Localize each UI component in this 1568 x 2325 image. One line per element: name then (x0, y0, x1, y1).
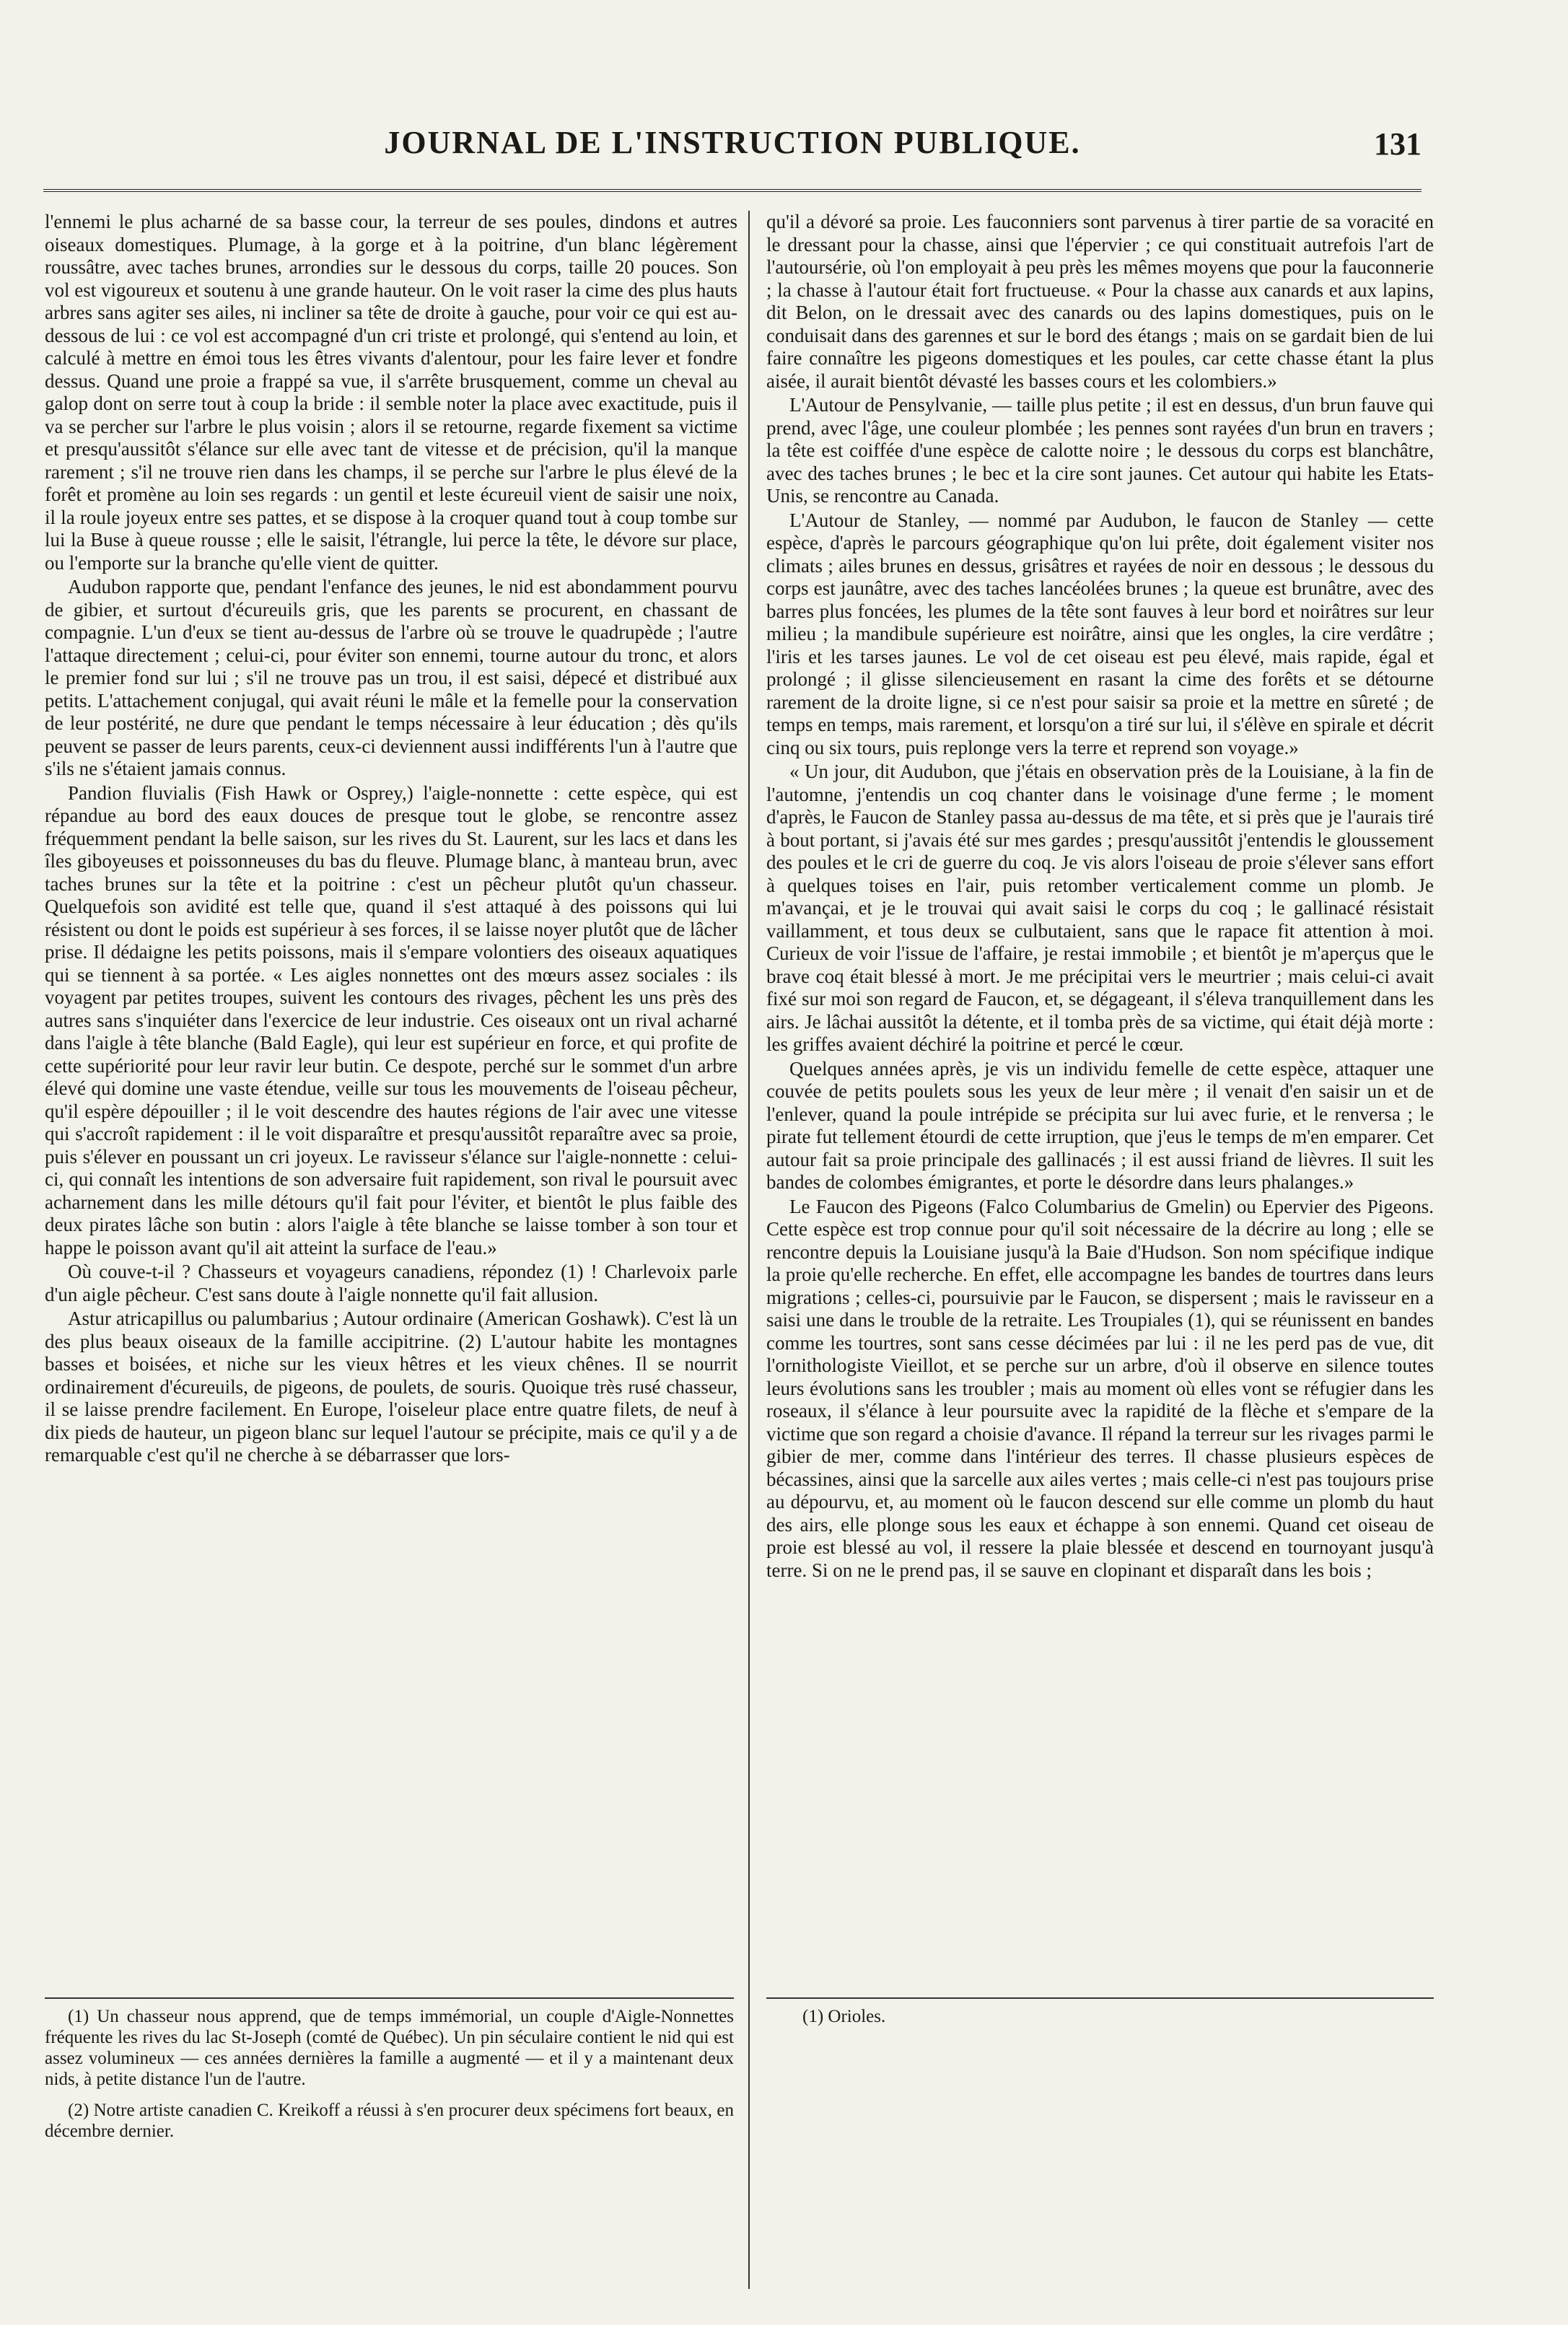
paragraph: Où couve-t-il ? Chasseurs et voyageurs canadiens, répondez (1) ! Charlevoix parle d'un aigle pêcheur. C'est sans doute à l'aigle nonnette qu'il fait allusion. (45, 1261, 737, 1305)
paragraph: l'ennemi le plus acharné de sa basse cour, la terreur de ses poules, dindons et autres oiseaux domestiques. Plumage, à la gorge et à la poitrine, d'un blanc légèrement roussâtre, avec taches brunes, arrondies sur le dessous du corps, taille 20 pouces. Son vol est vigoureux et soutenu à une grande hauteur. On le voit raser la cime des plus hauts arbres sans agiter ses ailes, ni incliner sa tête de droite à gauche, pour voir ce qui est au-dessous de lui : ce vol est accompagné d'un cri triste et prolongé, qui s'entend au loin, et calculé à mettre en émoi tous les êtres vivants d'alentour, pour les faire lever et fondre dessus. Quand une proie a frappé sa vue, il s'arrête brusquement, comme un cheval au galop dont on serre tout à coup la bride : il semble noter la place avec exactitude, puis il va se percher sur l'arbre le plus voisin ; alors il se retourne, regarde fixement sa victime et presqu'aussitôt s'élance sur elle avec tant de vitesse et de précision, qu'il la manque rarement ; s'il ne trouve rien dans les champs, il se perche sur l'arbre le plus élevé de la forêt et promène au loin ses regards : un gentil et leste écureuil vient de saisir une noix, il la roule joyeux entre ses pattes, et se dispose à la croquer quand tout à coup tombe sur lui la Buse à queue rousse ; elle le saisit, l'étrangle, lui perce la tête, le dévore sur place, ou l'emporte sur la branche qu'elle vient de quitter. (45, 211, 737, 574)
paragraph: Audubon rapporte que, pendant l'enfance des jeunes, le nid est abondamment pourvu de gibier, et surtout d'écureuils gris, que les parents se procurent, en chassant de compagnie. L'un d'eux se tient au-dessus de l'arbre où se trouve le quadrupède ; l'autre l'attaque directement ; celui-ci, pour éviter son ennemi, tourne autour du tronc, et alors le premier fond sur lui ; s'il ne trouve pas un trou, il est saisi, dépecé et distribué aux petits. L'attachement conjugal, qui avait réuni le mâle et la femelle pour la conservation de leur postérité, ne dure que pendant le temps nécessaire à leur éducation ; dès qu'ils peuvent se passer de leurs parents, ceux-ci deviennent aussi indifférents l'un à l'autre que s'ils ne s'étaient jamais connus. (45, 576, 737, 779)
paragraph: Quelques années après, je vis un individu femelle de cette espèce, attaquer une couvée de petits poulets sous les yeux de leur mère ; il venait d'en saisir un et de l'enlever, quand la poule intrépide se précipita sur lui avec furie, et le renversa ; le pirate fut tellement étourdi de cette irruption, que j'eus le temps de m'en emparer. Cet autour fait sa proie principale des gallinacés ; il est aussi friand de lièvres. Il suit les bandes de colombes émigrantes, et porte le désordre dans leurs phalanges.» (766, 1057, 1434, 1193)
running-title: JOURNAL DE L'INSTRUCTION PUBLIQUE. (384, 125, 1081, 160)
paragraph: « Un jour, dit Audubon, que j'étais en observation près de la Louisiane, à la fin de l'automne, j'entendis un coq chanter dans le voisinage d'une ferme ; le moment d'après, le Faucon de Stanley passa au-dessus de ma tête, et si près que je l'aurais tiré à bout portant, si j'avais été sur mes gardes ; presqu'aussitôt j'entendis le gloussement des poules et le cri de guerre du coq. Je vis alors l'oiseau de proie s'élever sans effort à quelques toises en l'air, puis retomber verticalement comme un plomb. Je m'avançai, et je le trouvai qui avait saisi le corps du coq ; le gallinacé résistait vaillamment, et tous deux se culbutaient, sans que le rapace fit attention à moi. Curieux de voir l'issue de l'affaire, je restai immobile ; et bientôt je m'aperçus que le brave coq était blessé à mort. Je me précipitai vers le meurtrier ; mais celui-ci avait fixé sur moi son regard de Faucon, et, se dégageant, il s'éleva tranquillement dans les airs. Je lâchai aussitôt la détente, et il tomba près de sa victime, qui était déjà morte : les griffes avaient déchiré la poitrine et percé le cœur. (766, 761, 1434, 1055)
footnote: (1) Un chasseur nous apprend, que de temps immémorial, un couple d'Aigle-Nonnettes fréquente les rives du lac St-Joseph (comté de Québec). Un pin séculaire contient le nid qui est assez volumineux — ces années dernières la famille a augmenté — et il y a maintenant deux nids, à petite distance l'un de l'autre. (45, 2007, 734, 2089)
paragraph: L'Autour de Pensylvanie, — taille plus petite ; il est en dessus, d'un brun fauve qui prend, avec l'âge, une couleur plombée ; les pennes sont rayées d'un brun en travers ; la tête est coiffée d'une espèce de calotte noire ; le dessous du corps est blanchâtre, avec des taches brunes ; le bec et la cire sont jaunes. Cet autour qui habite les Etats-Unis, se rencontre au Canada. (766, 394, 1434, 507)
footnote-rule-left (45, 1997, 734, 1999)
column-divider (748, 211, 750, 2289)
page-number: 131 (1374, 126, 1422, 162)
footnote: (2) Notre artiste canadien C. Kreikoff a réussi à s'en procurer deux spécimens fort beaux, en décembre dernier. (45, 2101, 734, 2141)
paragraph: Astur atricapillus ou palumbarius ; Autour ordinaire (American Goshawk). C'est là un des plus beaux oiseaux de la famille accipitrine. (2) L'autour habite les montagnes basses et boisées, et niche sur les vieux hêtres et les vieux chênes. Il se nourrit ordinairement d'écureuils, de pigeons, de poulets, de souris. Quoique très rusé chasseur, il se laisse prendre facilement. En Europe, l'oiseleur place entre quatre filets, de neuf à dix pieds de hauteur, un pigeon blanc sur lequel l'autour se précipite, mais ce qu'il y a de remarquable c'est qu'il ne cherche à se débarrasser que lors- (45, 1308, 737, 1466)
page-header (43, 115, 1422, 173)
right-footnotes (779, 2006, 1432, 2037)
footnote-rule-right (766, 1997, 1434, 1999)
paragraph: Le Faucon des Pigeons (Falco Columbarius de Gmelin) ou Epervier des Pigeons. Cette espèce est trop connue pour qu'il soit nécessaire de la décrire au long ; elle se rencontre depuis la Louisiane jusqu'à la Baie d'Hudson. Son nom spécifique indique la proie qu'elle recherche. En effet, elle accompagne les bandes de tourtres dans leurs migrations ; celles-ci, poursuivie par le Faucon, se dispersent ; mais le ravisseur en a saisi une dans le trouble de la retraite. Les Troupiales (1), qui se réunissent en bandes comme les tourtres, sont sans cesse décimées par lui : il ne les perd pas de vue, dit l'ornithologiste Vieillot, et se perche sur un arbre, d'où il observe en silence toutes leurs évolutions sans les troubler ; mais au moment où elles vont se réfugier dans les roseaux, il s'élance à leur poursuite avec la rapidité de la flèche et s'empare de la victime que son regard a choisie d'avance. Il répand la terreur sur les rivages parmi le gibier de mer, comme dans l'intérieur des terres. Il chasse plusieurs espèces de bécassines, ainsi que la sarcelle aux ailes vertes ; mais celle-ci n'est pas toujours prise au dépourvu, et, au moment où le faucon descend sur elle comme un plomb du haut des airs, elle plonge sous les eaux et échappe à son ennemi. Quand cet oiseau de proie est blessé au vol, il ressere la plaie blessée et descend en tournoyant jusqu'à terre. Si on ne le prend pas, il se sauve en clopinant et disparaît dans les bois ; (766, 1195, 1434, 1581)
paragraph: qu'il a dévoré sa proie. Les fauconniers sont parvenus à tirer partie de sa voracité en le dressant pour la chasse, ainsi que l'épervier ; ce qui constituait autrefois l'art de l'autoursérie, où l'on employait à peu près les mêmes moyens que pour la fauconnerie ; la chasse à l'autour était fort fructueuse. « Pour la chasse aux canards et aux lapins, dit Belon, on le dressait avec des canards ou des lapins domestiques, puis on le conduisait dans des garennes et sur le bord des étangs ; mais on se gardait bien de lui faire connaître les pigeons domestiques et les poules, car cette chasse étant la plus aisée, il aurait bientôt dévasté les basses cours et les colombiers.» (766, 211, 1434, 392)
paragraph: L'Autour de Stanley, — nommé par Audubon, le faucon de Stanley — cette espèce, d'après le parcours géographique qu'on lui prête, doit également visiter nos climats ; ailes brunes en dessus, grisâtres et rayées de noir en dessous ; le dessous du corps est jaunâtre, avec des taches lancéolées brunes ; la queue est brunâtre, avec des barres plus foncées, les plumes de la tête sont fauves à leur bord et noirâtres sur leur milieu ; la mandibule supérieure est noirâtre, ainsi que les ongles, la cire verdâtre ; l'iris et les tarses jaunes. Le vol de cet oiseau est peu élevé, mais rapide, égal et prolongé ; il glisse silencieusement en rasant la cime des forêts et se détourne rarement de la droite ligne, si ce n'est pour saisir sa proie et la mettre en sûreté ; de temps en temps, mais rarement, et lorsqu'on a tiré sur lui, il s'élève en spirale et décrit cinq ou six tours, puis replonge vers la terre et reprend son voyage.» (766, 509, 1434, 758)
left-footnotes (45, 2006, 734, 2152)
footnote: (1) Orioles. (802, 2007, 886, 2026)
header-rule (43, 189, 1422, 192)
left-column (45, 211, 737, 1993)
right-column (766, 211, 1434, 1993)
paragraph: Pandion fluvialis (Fish Hawk or Osprey,) l'aigle-nonnette : cette espèce, qui est répandue au bord des eaux douces de presque tout le globe, se rencontre assez fréquemment pendant la belle saison, sur les rives du St. Laurent, sur les lacs et dans les îles giboyeuses et poissonneuses du bas du fleuve. Plumage blanc, à manteau brun, avec taches brunes sur la tête et la poitrine : c'est un pêcheur plutôt qu'un chasseur. Quelquefois son avidité est telle que, quand il s'est attaqué à des poissons qui lui résistent ou dont le poids est supérieur à ses forces, il se laisse noyer plutôt que de lâcher prise. Il dédaigne les petits poissons, mais il s'empare volontiers des oiseaux aquatiques qui se tiennent à sa portée. « Les aigles nonnettes ont des mœurs assez sociales : ils voyagent par petites troupes, suivent les contours des rivages, pêchent les uns près des autres sans s'inquiéter dans l'exercice de leur industrie. Ces oiseaux ont un rival acharné dans l'aigle à tête blanche (Bald Eagle), qui leur est supérieur en force, et qui profite de cette supériorité pour leur ravir leur butin. Ce despote, perché sur le sommet d'un arbre élevé qui domine une vaste étendue, veille sur tous les mouvements de l'oiseau pêcheur, qu'il espère dépouiller ; il le voit descendre des hautes régions de l'air avec une vitesse qui s'accroît rapidement : il le voit disparaître et presqu'aussitôt reparaître avec sa proie, puis s'élever en poussant un cri joyeux. Le ravisseur s'élance sur l'aigle-nonnette : celui-ci, qui connaît les intentions de son adversaire fuit rapidement, son rival le poursuit avec acharnement dans les mille détours qu'il fait pour l'éviter, et bientôt le plus faible des deux pirates lâche son butin : alors l'aigle à tête blanche se laisse tomber à son tour et happe le poisson avant qu'il ait atteint la surface de l'eau.» (45, 781, 737, 1258)
